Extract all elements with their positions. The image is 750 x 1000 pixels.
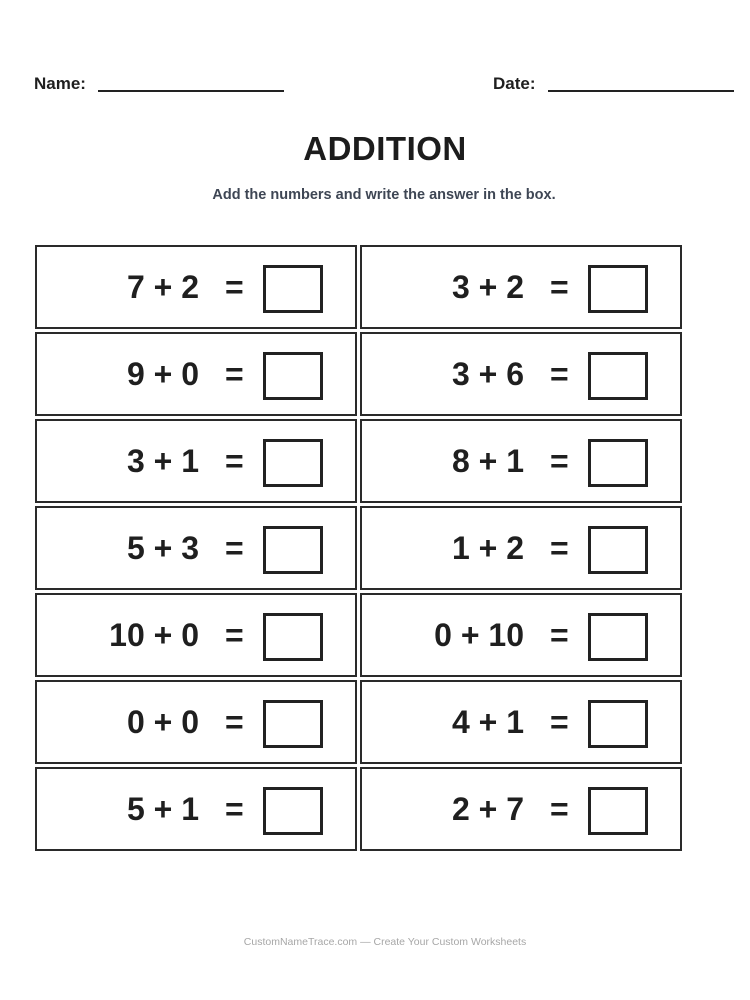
problem-grid <box>35 245 682 851</box>
name-blank-line[interactable] <box>98 90 284 92</box>
answer-box[interactable] <box>588 439 648 487</box>
equals-sign: = <box>550 355 569 392</box>
equals-sign: = <box>225 616 244 653</box>
problem-cell <box>360 332 682 416</box>
equals-sign: = <box>225 790 244 827</box>
worksheet-instructions: Add the numbers and write the answer in the box. <box>212 187 556 203</box>
problem-cell <box>360 419 682 503</box>
problem-cell <box>360 506 682 590</box>
answer-box[interactable] <box>588 613 648 661</box>
problem-expression: 8 + 1 <box>451 442 524 479</box>
problem-cell <box>35 767 357 851</box>
problem-cell <box>35 245 357 329</box>
problem-expression: 7 + 2 <box>126 268 199 305</box>
answer-box[interactable] <box>263 265 323 313</box>
answer-box[interactable] <box>588 787 648 835</box>
problem-expression: 0 + 10 <box>434 616 524 653</box>
footer-credit: CustomNameTrace.com — Create Your Custom Worksheets <box>243 936 527 948</box>
problem-cell <box>35 419 357 503</box>
problem-expression: 0 + 0 <box>126 703 199 740</box>
problem-expression: 3 + 6 <box>451 355 524 392</box>
equals-sign: = <box>550 790 569 827</box>
answer-box[interactable] <box>263 526 323 574</box>
date-blank-line[interactable] <box>548 90 734 92</box>
problem-cell <box>360 680 682 764</box>
equals-sign: = <box>225 268 244 305</box>
problem-cell <box>360 245 682 329</box>
date-label: Date: <box>493 74 536 93</box>
problem-cell <box>360 593 682 677</box>
problem-cell <box>35 332 357 416</box>
problem-expression: 5 + 1 <box>126 790 199 827</box>
equals-sign: = <box>550 616 569 653</box>
answer-box[interactable] <box>588 352 648 400</box>
equals-sign: = <box>550 442 569 479</box>
problem-expression: 1 + 2 <box>451 529 524 566</box>
answer-box[interactable] <box>588 700 648 748</box>
equals-sign: = <box>550 529 569 566</box>
worksheet-header <box>34 74 736 98</box>
worksheet-title: ADDITION <box>303 130 467 167</box>
answer-box[interactable] <box>263 439 323 487</box>
problem-expression: 3 + 1 <box>126 442 199 479</box>
problem-cell <box>360 767 682 851</box>
name-label: Name: <box>34 74 86 93</box>
answer-box[interactable] <box>263 700 323 748</box>
answer-box[interactable] <box>588 526 648 574</box>
equals-sign: = <box>225 529 244 566</box>
problem-expression: 4 + 1 <box>451 703 524 740</box>
date-field <box>493 74 734 94</box>
problem-cell <box>35 680 357 764</box>
problem-cell <box>35 506 357 590</box>
equals-sign: = <box>550 268 569 305</box>
answer-box[interactable] <box>263 613 323 661</box>
equals-sign: = <box>225 442 244 479</box>
answer-box[interactable] <box>263 787 323 835</box>
problem-expression: 9 + 0 <box>126 355 199 392</box>
answer-box[interactable] <box>263 352 323 400</box>
equals-sign: = <box>225 703 244 740</box>
problem-expression: 10 + 0 <box>109 616 199 653</box>
problem-expression: 5 + 3 <box>126 529 199 566</box>
problem-cell <box>35 593 357 677</box>
equals-sign: = <box>550 703 569 740</box>
answer-box[interactable] <box>588 265 648 313</box>
equals-sign: = <box>225 355 244 392</box>
problem-expression: 3 + 2 <box>451 268 524 305</box>
problem-expression: 2 + 7 <box>451 790 524 827</box>
name-field <box>34 74 284 94</box>
